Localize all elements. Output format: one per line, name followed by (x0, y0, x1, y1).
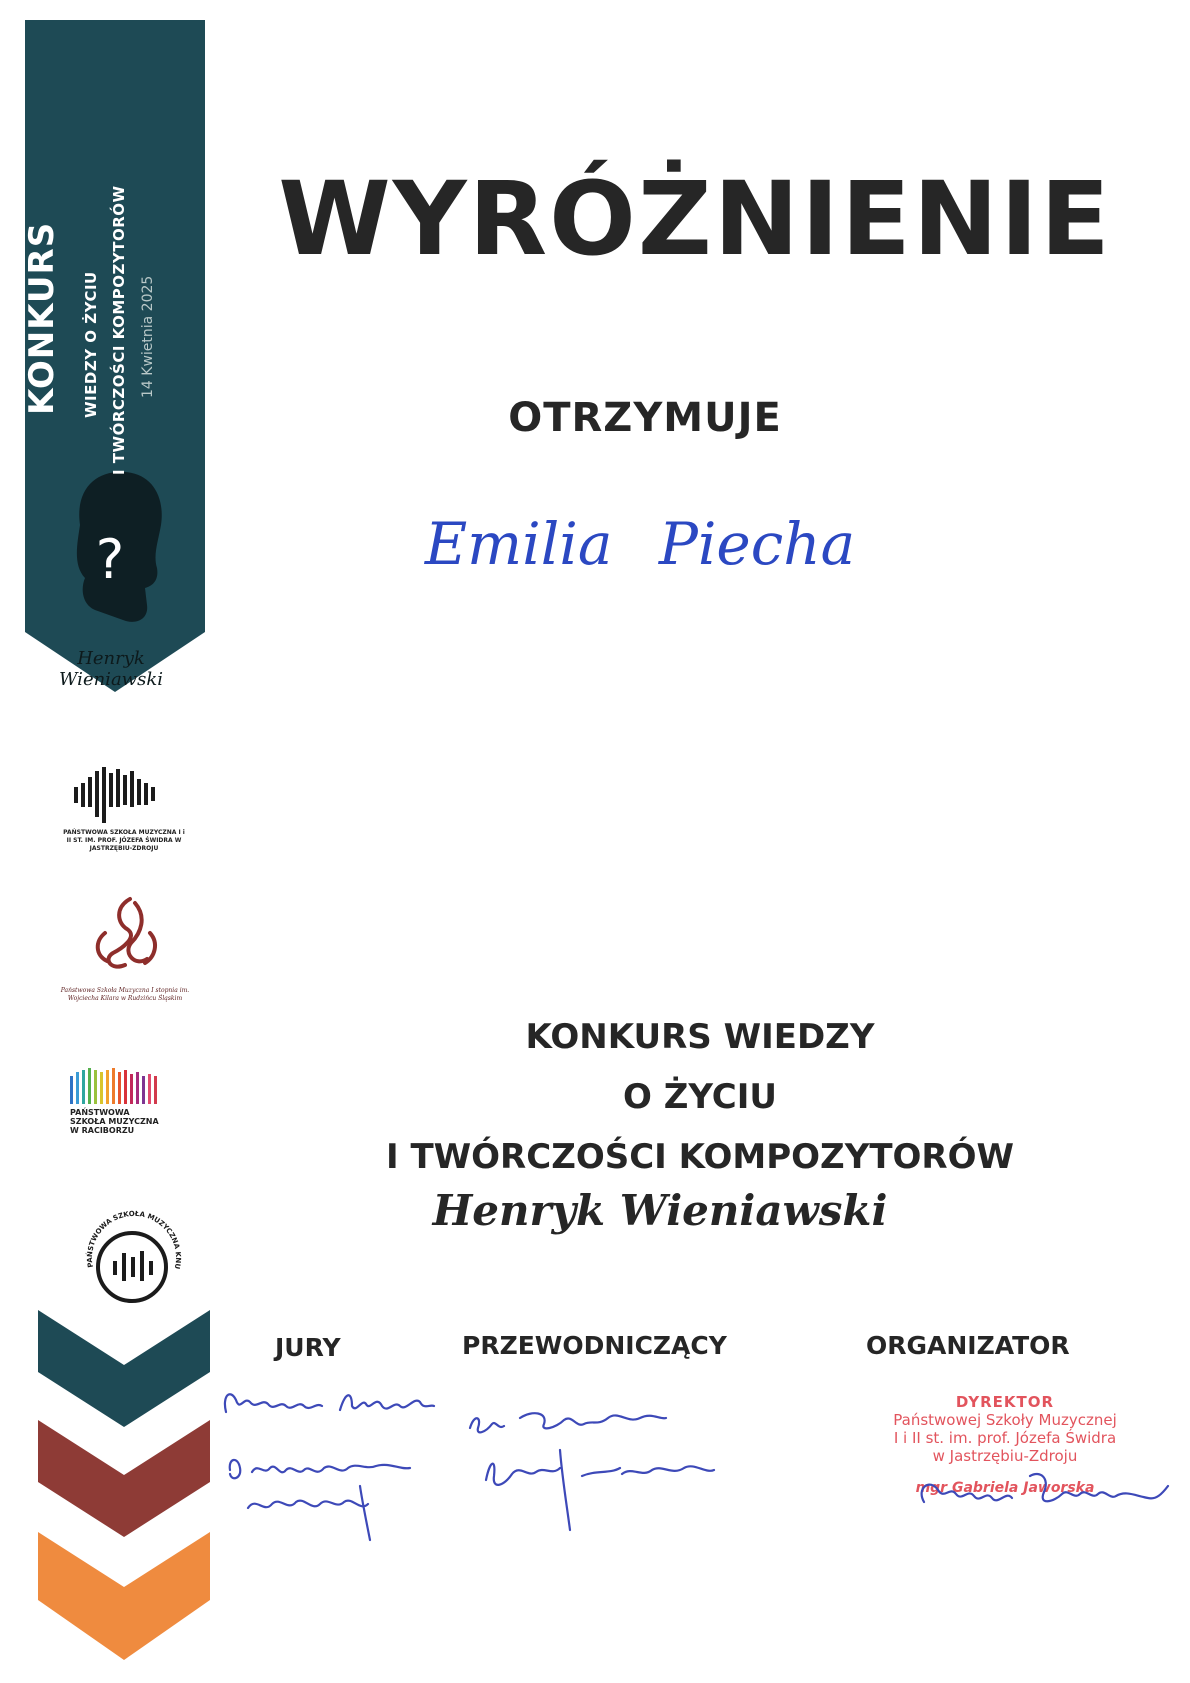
jury-label: JURY (275, 1333, 341, 1362)
stamp-title: DYREKTOR (955, 1393, 1055, 1411)
stamp-line1: Państwowej Szkoły Muzycznej (893, 1411, 1117, 1429)
chair-signature (470, 1413, 714, 1530)
composer-name: Henryk Wieniawski (432, 1186, 888, 1235)
banner-subtitle-line1: WIEDZY O ŻYCIU (82, 271, 100, 418)
logo-raciborz-line1: PAŃSTWOWA (70, 1108, 130, 1117)
logo-raciborz-line3: W RACIBORZU (70, 1126, 135, 1135)
logo-knurow-text: PAŃSTWOWA SZKOŁA MUZYCZNA KNU (85, 1209, 183, 1270)
contest-line2: O ŻYCIU (622, 1077, 777, 1117)
banner-date: 14 Kwietnia 2025 (140, 275, 156, 398)
stamp-name: mgr Gabriela Jaworska (915, 1480, 1095, 1496)
jury-signature-1 (225, 1394, 434, 1412)
banner-signature: Henryk Wieniawski (59, 648, 163, 690)
logo-raciborz-line2: SZKOŁA MUZYCZNA (70, 1117, 159, 1126)
banner-subtitle-line2: I TWÓRCZOŚCI KOMPOZYTORÓW (110, 185, 128, 475)
chair-label: PRZEWODNICZĄCY (462, 1331, 727, 1360)
banner-title: KONKURS (22, 221, 62, 415)
contest-line3: I TWÓRCZOŚCI KOMPOZYTORÓW (385, 1137, 1015, 1177)
stamp-line2: I i II st. im. prof. Józefa Świdra (893, 1429, 1117, 1447)
contest-line1: KONKURS WIEDZY (525, 1017, 875, 1057)
certificate-title: WYRÓŻNIENIE (278, 160, 1112, 279)
organizer-label: ORGANIZATOR (866, 1331, 1070, 1360)
organizer-signature (922, 1474, 1168, 1502)
logo-jastrzebie-text: PAŃSTWOWA SZKOŁA MUZYCZNA I i II ST. IM. PROF. JÓZEFA ŚWIDRA W JASTRZĘBIU-ZDROJU (63, 829, 185, 852)
receives-label: OTRZYMUJE (508, 395, 782, 441)
jury-signature-3 (248, 1486, 370, 1540)
logo-rudziniec-text: Państwowa Szkoła Muzyczna I stopnia im. Wojciecha Kilara w Rudzińcu Śląskim (60, 987, 190, 1002)
stamp-line3: w Jastrzębiu-Zdroju (932, 1447, 1078, 1465)
jury-signature-2 (230, 1460, 410, 1478)
question-mark-icon: ? (95, 528, 125, 591)
recipient-name: Emilia Piecha (424, 510, 856, 578)
